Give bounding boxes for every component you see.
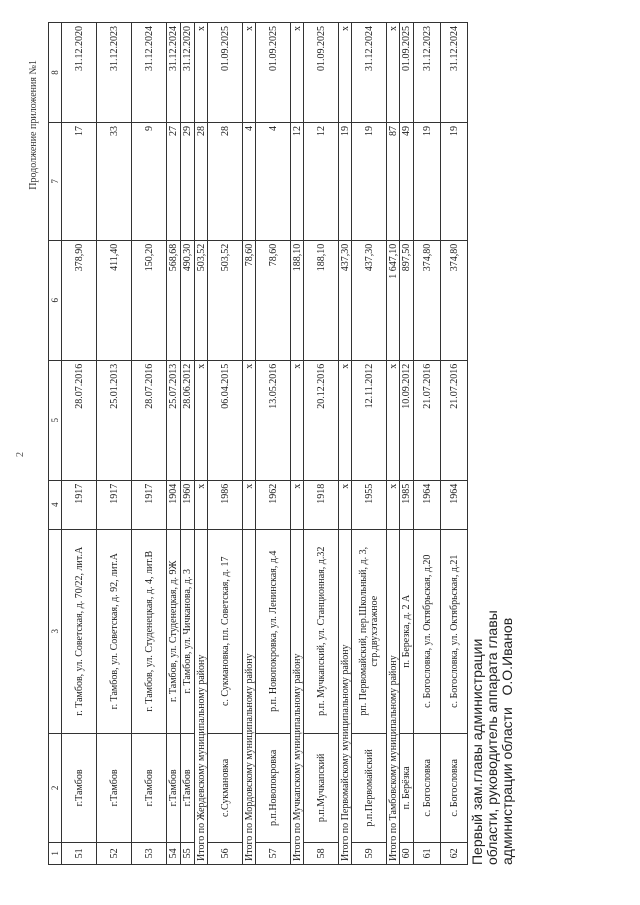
column-number-row [49,23,62,865]
table-cell: 21.07.2016 [414,360,441,480]
table-body [62,23,468,865]
table-cell: 1955 [352,480,387,529]
subtotal-label: Итого по Тамбовскому муниципальному району [387,529,400,864]
table-cell: 06.04.2015 [208,360,243,480]
table-row [97,23,132,865]
table-cell: п. Березка, д. 2 А [400,529,414,733]
table-cell: 28.07.2016 [62,360,97,480]
table-cell: 12 [304,123,339,241]
column-header: 1 [49,842,62,864]
column-header: 3 [49,529,62,733]
table-cell: 1986 [208,480,243,529]
column-header: 5 [49,360,62,480]
table-cell: 59 [352,842,387,864]
table-cell: 1917 [97,480,132,529]
table-cell: 21.07.2016 [441,360,468,480]
table-cell: 87 [387,123,400,241]
table-cell: 55 [181,842,195,864]
table-cell: г.Тамбов [132,733,167,842]
table-cell: 78,60 [256,240,291,360]
table-cell: 1985 [400,480,414,529]
table-cell: г.Тамбов [167,733,181,842]
table-cell: 12 [291,123,304,241]
table-cell: 150,20 [132,240,167,360]
table-cell: р.п.Новопокровка [256,733,291,842]
table-cell: 411,40 [97,240,132,360]
subtotal-label: Итого по Мучкапскому муниципальному району [291,529,304,864]
table-cell: р.п. Мучкапский, ул. Станционная, д.32 [304,529,339,733]
table-cell: 56 [208,842,243,864]
table-cell: 437,30 [339,240,352,360]
table-cell: 568,68 [167,240,181,360]
table-cell: 490,30 [181,240,195,360]
table-cell: 31.12.2024 [441,23,468,123]
table-cell: 9 [132,123,167,241]
table-cell: 13.05.2016 [256,360,291,480]
table-cell: 503,52 [208,240,243,360]
table-row [181,23,195,865]
table-cell: 28 [208,123,243,241]
column-header: 8 [49,23,62,123]
table-cell: 01.09.2025 [400,23,414,123]
table-cell: 28 [195,123,208,241]
table-cell: 31.12.2024 [352,23,387,123]
signature-block [470,610,515,865]
column-header: 7 [49,123,62,241]
data-table [48,22,468,865]
table-cell: 51 [62,842,97,864]
table-cell: г. Тамбов, ул. Советская, д. 70/22, лит.А [62,529,97,733]
table-cell: 1 647,10 [387,240,400,360]
table-cell: 1964 [414,480,441,529]
table-cell: с. Богословка [441,733,468,842]
table-cell: 01.09.2025 [208,23,243,123]
table-cell: 01.09.2025 [256,23,291,123]
table-cell: х [291,23,304,123]
table-cell: 53 [132,842,167,864]
table-row [441,23,468,865]
table-cell: 17 [62,123,97,241]
table-cell: 12.11.2012 [352,360,387,480]
table-cell: 897,50 [400,240,414,360]
table-cell: 437,30 [352,240,387,360]
table-cell: 1964 [441,480,468,529]
table-cell: х [339,23,352,123]
table-cell: х [339,360,352,480]
table-row [352,23,387,865]
table-cell: 78,60 [243,240,256,360]
table-cell: 25.07.2013 [167,360,181,480]
table-cell: 31.12.2020 [62,23,97,123]
table-row [132,23,167,865]
table-cell: х [243,360,256,480]
subtotal-row [243,23,256,865]
table-cell: 31.12.2024 [167,23,181,123]
table-cell: х [195,360,208,480]
table-cell: 60 [400,842,414,864]
table-cell: р.п.Первомайский [352,733,387,842]
table-cell: х [291,360,304,480]
table-cell: 31.12.2020 [181,23,195,123]
table-cell: 1962 [256,480,291,529]
table-cell: п. Берёзка [400,733,414,842]
table-cell: 378,90 [62,240,97,360]
subtotal-row [339,23,352,865]
table-cell: 57 [256,842,291,864]
table-cell: 27 [167,123,181,241]
signature-line: Первый зам.главы администрации [469,638,485,865]
table-cell: 4 [243,123,256,241]
table-cell: с. Богословка [414,733,441,842]
table-cell: х [195,480,208,529]
table-cell: 28.07.2016 [132,360,167,480]
table-row [256,23,291,865]
table-cell: г. Тамбов, ул. Студенецкая, д. 9Ж [167,529,181,733]
table-cell: г.Тамбов [97,733,132,842]
table-row [167,23,181,865]
table-cell: 49 [400,123,414,241]
table-cell: 31.12.2023 [414,23,441,123]
column-header: 2 [49,733,62,842]
table-cell: с. Богословка, ул. Октябрьская, д.20 [414,529,441,733]
subtotal-label: Итого по Первомайскому муниципальному району [339,529,352,864]
table-cell: х [195,23,208,123]
table-row [62,23,97,865]
table-cell: 31.12.2023 [97,23,132,123]
table-cell: г.Тамбов [181,733,195,842]
table-cell: 10.09.2012 [400,360,414,480]
table-cell: 19 [414,123,441,241]
table-cell: 54 [167,842,181,864]
table-cell: с.Сукмановка [208,733,243,842]
signature-line: области, руководитель аппарата главы [484,610,500,865]
table-cell: с. Богословка, ул. Октябрьская, д.21 [441,529,468,733]
table-cell: 19 [352,123,387,241]
table-cell: г.Тамбов [62,733,97,842]
table-cell: р.п.Мучкапский [304,733,339,842]
signature-line: администрации области О.О.Иванов [499,617,515,865]
table-cell: 1904 [167,480,181,529]
page-number: 2 [15,452,26,457]
table-cell: 19 [441,123,468,241]
table-row [208,23,243,865]
table-cell: 52 [97,842,132,864]
table-cell: х [243,23,256,123]
table-cell: 374,80 [441,240,468,360]
table-cell: 20.12.2016 [304,360,339,480]
table-cell: 1960 [181,480,195,529]
table-cell: 01.09.2025 [304,23,339,123]
table-cell: рп. Первомайский, пер.Школьный, д. 3, стр.двухэтажное [352,529,387,733]
table-cell: г. Тамбов, ул. Советская, д. 92, лит.А [97,529,132,733]
table-cell: 28.06.2012 [181,360,195,480]
table-row [414,23,441,865]
table-cell: 29 [181,123,195,241]
table-cell: 25.01.2013 [97,360,132,480]
table-cell: 4 [256,123,291,241]
table-cell: 188,10 [304,240,339,360]
table-cell: р.п. Новопокровка, ул. Ленинская, д.4 [256,529,291,733]
table-cell: 1917 [62,480,97,529]
table-cell: 503,52 [195,240,208,360]
table-cell: 1917 [132,480,167,529]
subtotal-label: Итого по Мордовскому муниципальному району [243,529,256,864]
subtotal-row [195,23,208,865]
table-cell: 374,80 [414,240,441,360]
table-cell: г. Тамбов, ул. Студенецкая, д. 4, лит.В [132,529,167,733]
subtotal-label: Итого по Жердевскому муниципальному району [195,529,208,864]
table-cell: 61 [414,842,441,864]
column-header: 6 [49,240,62,360]
table-cell: х [387,360,400,480]
table-cell: 31.12.2024 [132,23,167,123]
table-cell: х [243,480,256,529]
table-cell: х [291,480,304,529]
table-cell: с. Сукмановка, пл. Советская, д. 17 [208,529,243,733]
table-cell: 188,10 [291,240,304,360]
column-header: 4 [49,480,62,529]
table-cell: 33 [97,123,132,241]
subtotal-row [291,23,304,865]
continuation-label: Продолжение приложения №1 [28,60,39,190]
table-row [400,23,414,865]
table-cell: 1918 [304,480,339,529]
table-cell: х [387,480,400,529]
table-cell: х [387,23,400,123]
subtotal-row [387,23,400,865]
table-cell: х [339,480,352,529]
table-cell: г. Тамбов, ул. Чичканова, д. 3 [181,529,195,733]
table-cell: 62 [441,842,468,864]
table-row [304,23,339,865]
table-cell: 58 [304,842,339,864]
table-cell: 19 [339,123,352,241]
